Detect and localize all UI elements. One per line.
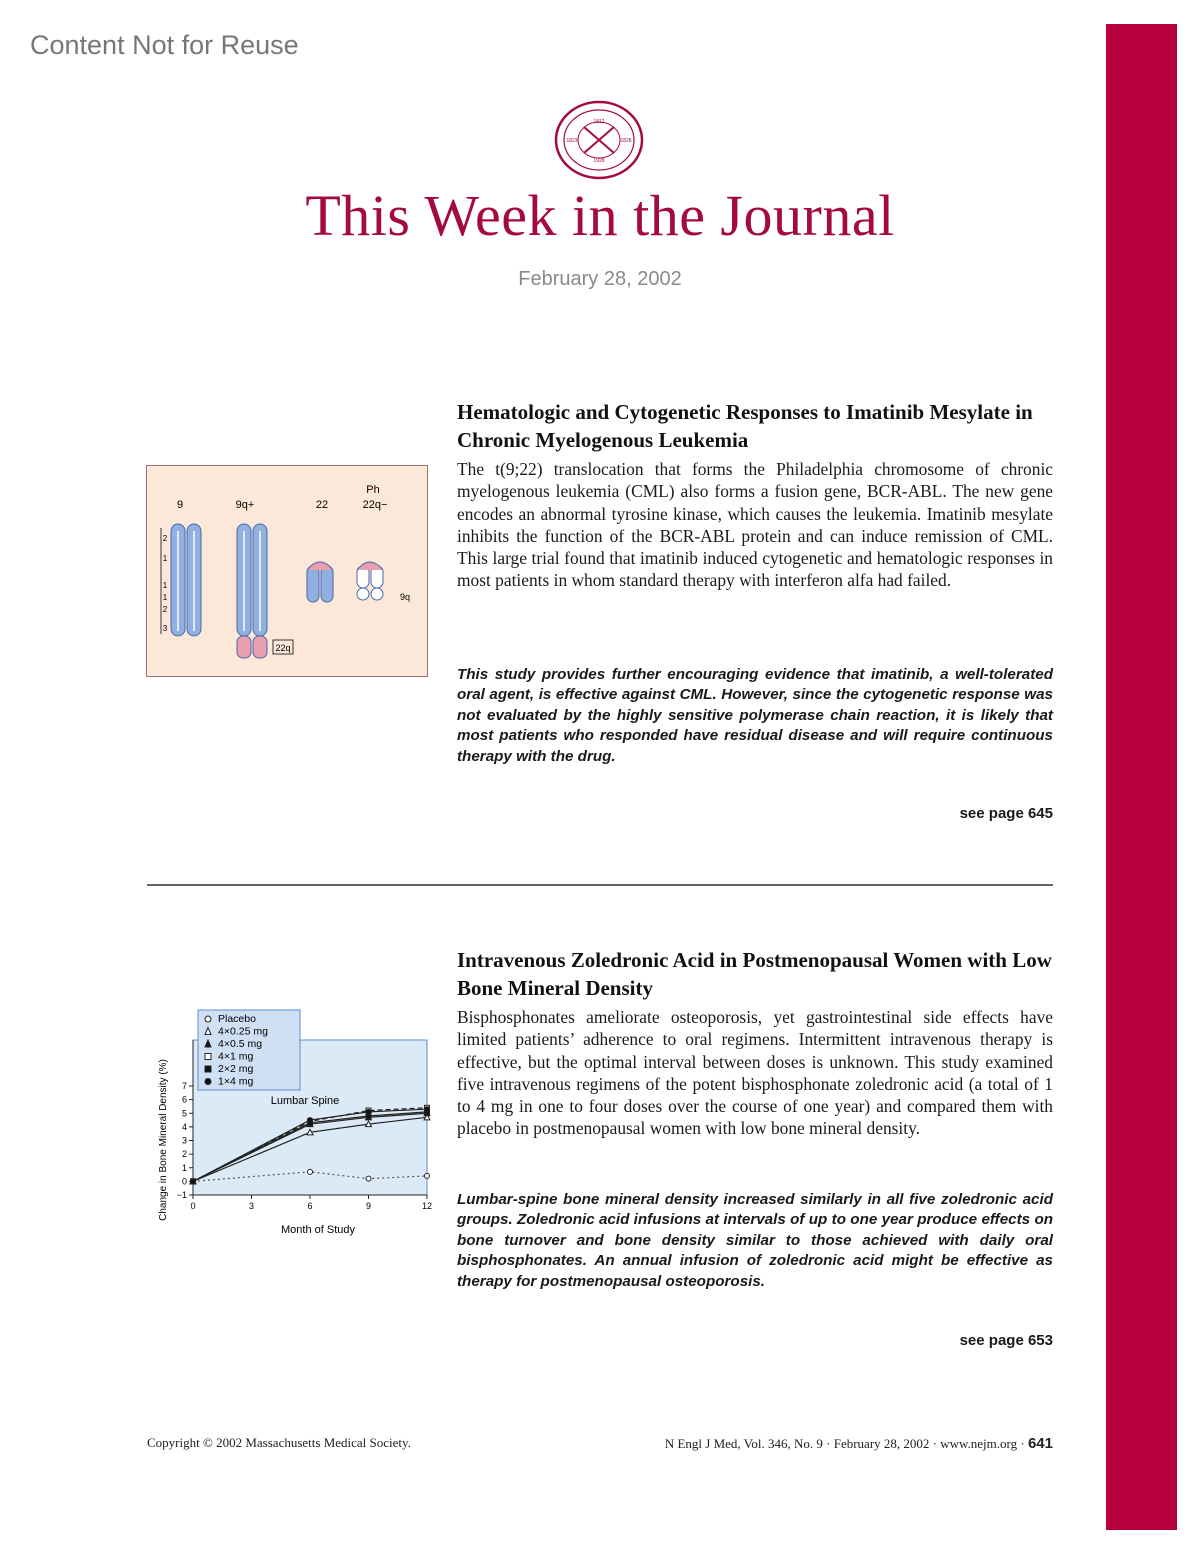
brand-sidebar-bar [1106, 24, 1177, 1530]
svg-text:1928: 1928 [593, 158, 605, 164]
footer-citation-text: N Engl J Med, Vol. 346, No. 9 · February 28, 2002 · www.nejm.org · [664, 1436, 1028, 1451]
svg-text:1828: 1828 [620, 138, 632, 144]
y-tick-label: 2 [181, 1149, 187, 1160]
legend-marker [205, 1079, 211, 1085]
section-divider [147, 884, 1053, 886]
y-tick-label: 3 [181, 1135, 187, 1146]
y-tick-label: 6 [181, 1094, 187, 1105]
legend-marker [205, 1054, 211, 1060]
y-tick-label: 7 [181, 1081, 187, 1091]
legend-label: 2×2 mg [218, 1063, 254, 1075]
svg-text:2: 2 [162, 534, 168, 543]
article-2-headline: Intravenous Zoledronic Acid in Postmenopausal Women with Low Bone Mineral Density [457, 948, 1052, 1000]
chart-title: Lumbar Spine [270, 1095, 340, 1107]
y-axis-label: Change in Bone Mineral Density (%) [158, 1059, 169, 1221]
y-tick-label: 4 [181, 1121, 187, 1132]
svg-text:Ph: Ph [366, 484, 380, 496]
svg-text:9q: 9q [399, 592, 411, 602]
svg-text:1: 1 [162, 554, 168, 563]
bone-density-chart [140, 1000, 440, 1250]
x-tick-label: 12 [421, 1201, 433, 1211]
legend-label: 4×1 mg [218, 1050, 254, 1063]
x-tick-label: 9 [365, 1201, 372, 1211]
svg-text:22q−: 22q− [362, 499, 388, 511]
svg-text:1812: 1812 [593, 119, 605, 125]
x-tick-label: 3 [248, 1201, 255, 1211]
svg-text:1: 1 [162, 581, 168, 590]
x-tick-label: 6 [307, 1201, 313, 1211]
data-point [366, 1176, 371, 1181]
legend-label: 1×4 mg [218, 1075, 254, 1088]
y-tick-label: −1 [176, 1190, 187, 1200]
issue-date: February 28, 2002 [518, 268, 682, 290]
legend-label: 4×0.25 mg [218, 1025, 268, 1038]
data-point [191, 1179, 196, 1184]
svg-text:9q+: 9q+ [235, 499, 255, 511]
svg-text:9: 9 [176, 499, 184, 511]
article-1-see-page-link[interactable]: see page 645 [959, 805, 1053, 822]
footer-citation [520, 1435, 1053, 1452]
article-2-see-page-link[interactable]: see page 653 [959, 1332, 1053, 1349]
svg-text:1: 1 [162, 593, 168, 602]
svg-text:22: 22 [315, 499, 329, 511]
legend-label: 4×0.5 mg [218, 1038, 263, 1050]
article-1-summary: The t(9;22) translocation that forms the Philadelphia chromosome of chronic myelogenous leukemia (CML) also forms a fusion gene, BCR-ABL. The new gene encodes an abnormal tyrosine kinase, which causes the leukemia. Imatinib mesylate inhibits the function of the BCR-ABL protein and can induce remission of CML. This large trial found that imatinib induced cytogenetic and hematologic responses in most patients in whom standard therapy with interferon alfa had failed. [457, 459, 1053, 591]
legend-marker [205, 1016, 211, 1022]
data-point [308, 1169, 313, 1174]
article-2-commentary: Lumbar-spine bone mineral density increased similarly in all five zoledronic acid groups. Zoledronic acid infusions at intervals of up to one year produce effects on bone turnover and bone density similar to those achieved with daily oral bisphosphonates. An annual infusion of zoledronic acid might be effective as therapy for postmenopausal osteoporosis. [457, 1191, 1053, 1290]
article-1-commentary: This study provides further encouraging evidence that imatinib, a well-tolerated oral agent, is effective against CML. However, since the cytogenetic response was not evaluated by the highly sensitive polymerase chain reaction, it is likely that most patients who responded have residual disease and will require continuous therapy with the drug. [457, 666, 1053, 765]
svg-text:1823: 1823 [566, 138, 578, 144]
data-point [308, 1118, 313, 1123]
y-tick-label: 5 [181, 1108, 187, 1119]
legend-label: Placebo [218, 1013, 256, 1025]
masthead-title: This Week in the Journal [305, 183, 895, 248]
watermark: Content Not for Reuse [30, 30, 299, 60]
y-tick-label: 1 [181, 1162, 187, 1173]
y-tick-label: 0 [181, 1176, 187, 1187]
page-number: 641 [1027, 1435, 1053, 1452]
data-point [425, 1107, 430, 1112]
data-point [425, 1173, 430, 1178]
x-axis-label: Month of Study [281, 1224, 355, 1236]
svg-text:22q: 22q [275, 643, 291, 653]
data-point [366, 1109, 371, 1114]
svg-text:3: 3 [162, 624, 168, 633]
journal-seal-logo [554, 100, 644, 180]
chromosome-translocation-figure [146, 465, 428, 677]
article-2-summary: Bisphosphonates ameliorate osteoporosis, yet gastrointestinal side effects have limited patients’ adherence to oral regimens. Intermittent intravenous therapy is effective, but the optimal interval between doses is unknown. This study examined five intravenous regimens of the potent bisphosphonate zoledronic acid (a total of 1 to 4 mg in one to four doses over the course of one year) and compared them with placebo in postmenopausal women with low bone mineral density. [457, 1007, 1053, 1139]
article-1-headline: Hematologic and Cytogenetic Responses to Imatinib Mesylate in Chronic Myelogenous Leukemia [457, 400, 1033, 452]
legend-marker [205, 1066, 211, 1072]
footer-copyright: Copyright © 2002 Massachusetts Medical Society. [147, 1435, 411, 1450]
svg-text:2: 2 [162, 605, 168, 614]
x-tick-label: 0 [190, 1201, 196, 1211]
